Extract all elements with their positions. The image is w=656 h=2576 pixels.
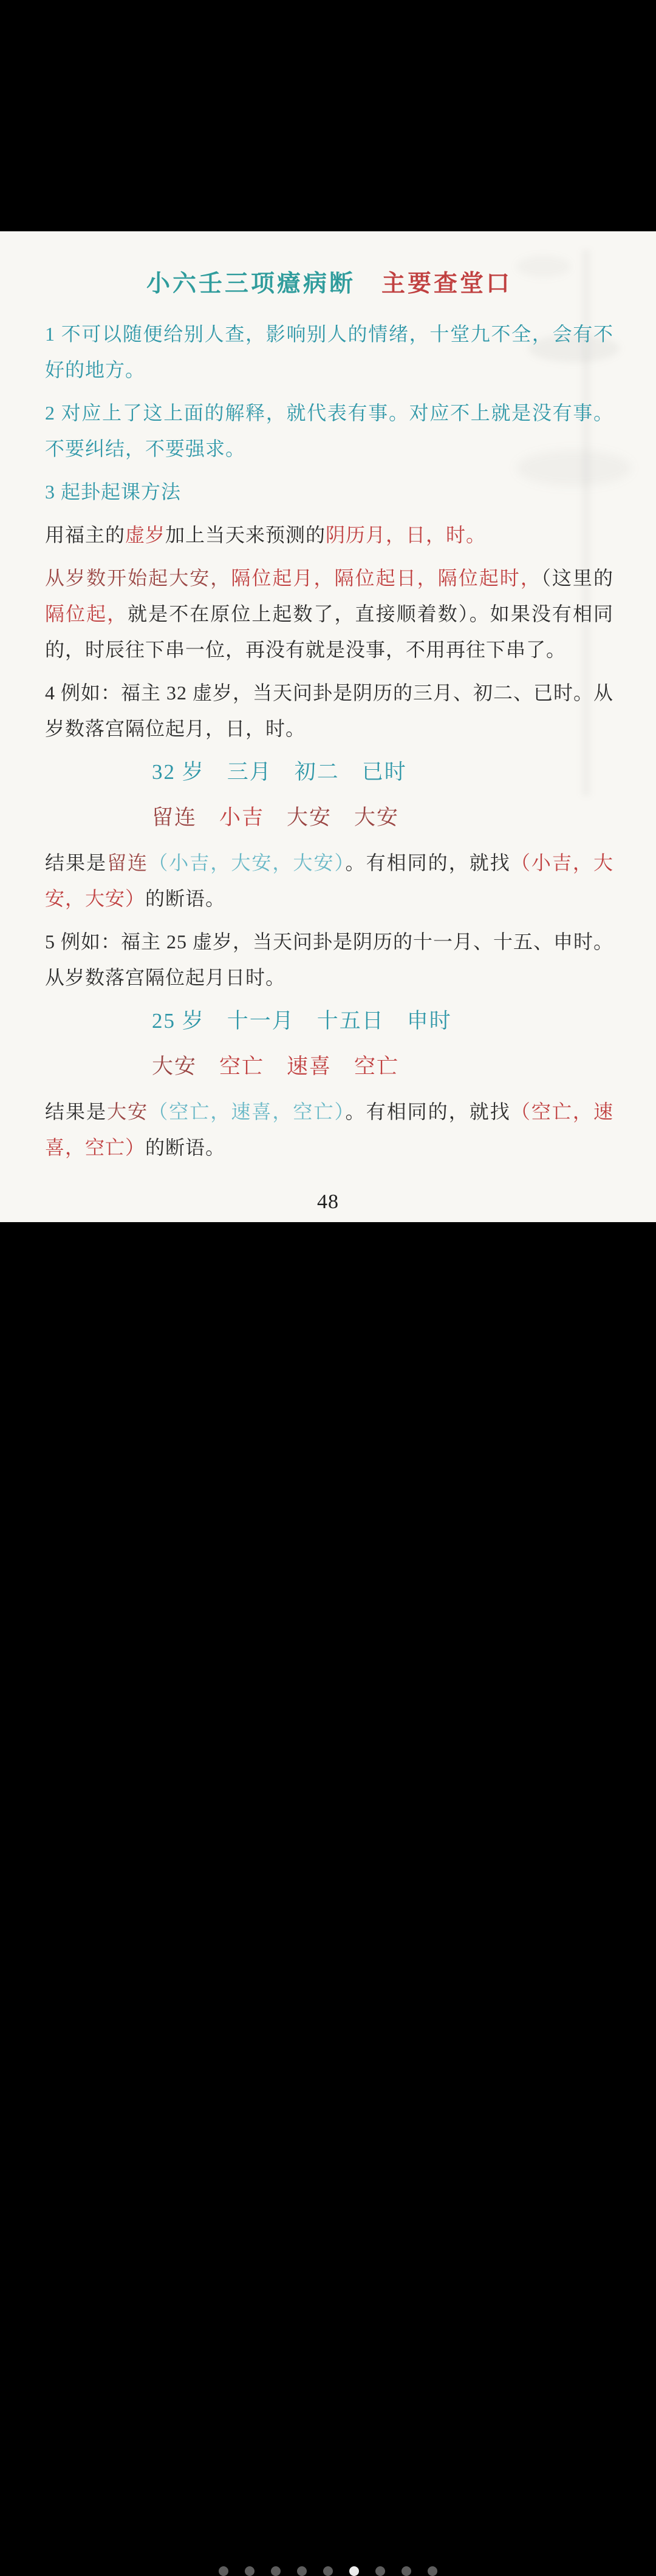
example-5-text <box>45 924 613 996</box>
text-segment: 空亡 速喜 空亡 <box>219 1055 400 1078</box>
text-segment: 的断语。 <box>145 888 226 909</box>
text-segment: 结果是 <box>45 852 108 874</box>
pager-dot[interactable] <box>401 2566 411 2576</box>
text-segment: （小吉，大安，大安） <box>148 852 346 874</box>
page-number: 48 <box>317 1191 339 1213</box>
text-segment: 就是不在原位上起数了，直接顺着数）。如果没有相同的，时辰往下串一位，再没有就是没事，不用再往下串了。 <box>45 603 613 661</box>
text-segment: 隔位起月，隔位起日，隔位起时， <box>231 567 541 589</box>
rule-line <box>45 560 613 668</box>
text-segment: 留连 <box>107 852 149 874</box>
text-segment: 大安 大安 <box>287 806 400 829</box>
text-segment: 结果是 <box>45 1101 108 1123</box>
note-2 <box>45 395 613 467</box>
document-body <box>45 265 613 1180</box>
text-segment: 32 岁 三月 初二 已时 <box>152 760 407 784</box>
pager-dot[interactable] <box>297 2566 307 2576</box>
viewer-image-page[interactable] <box>0 231 656 1222</box>
text-segment: 2 对应上了这上面的解释，就代表有事。对应不上就是没有事。不要纠结，不要强求。 <box>45 402 613 460</box>
text-segment: 1 不可以随便给别人查，影响别人的情绪，十堂九不全，会有不好的地方。 <box>45 323 613 381</box>
method-heading <box>45 474 613 510</box>
bottom-black-bar <box>0 1222 656 1457</box>
pager-dot[interactable] <box>219 2566 228 2576</box>
text-segment: 隔位起， <box>45 603 128 625</box>
text-segment: （小吉，大安，大安） <box>45 852 613 909</box>
text-segment: 阴历月，日，时。 <box>326 524 487 546</box>
text-segment: 3 起卦起课方法 <box>45 481 182 503</box>
text-segment: 小吉 <box>219 806 287 829</box>
example-4-conclusion <box>45 845 613 917</box>
pager-dot-active[interactable] <box>349 2566 359 2576</box>
text-segment: 留连 <box>152 806 220 829</box>
text-segment: 大安 <box>152 1055 220 1078</box>
text-segment: （这里的 <box>541 567 613 589</box>
top-black-bar <box>0 0 656 231</box>
text-segment: 的断语。 <box>145 1137 226 1158</box>
text-segment: （空亡，速喜，空亡） <box>148 1101 346 1123</box>
text-segment: 加上当天来预测的 <box>165 524 326 546</box>
text-segment: 虚岁 <box>125 524 166 546</box>
pager-dot[interactable] <box>375 2566 385 2576</box>
pager-dots <box>0 2566 656 2576</box>
text-segment: 从岁数开始起大安， <box>45 567 231 589</box>
example-5-palaces <box>45 1048 613 1084</box>
text-segment: 。有相同的，就找 <box>345 1101 511 1123</box>
example-4-palaces <box>45 800 613 835</box>
pager-dot[interactable] <box>245 2566 255 2576</box>
example-4-values <box>45 754 613 790</box>
example-5-conclusion <box>45 1094 613 1166</box>
text-segment: 主要查堂口 <box>381 271 513 297</box>
text-segment: 4 例如：福主 32 虚岁，当天问卦是阴历的三月、初二、已时。从岁数落宫隔位起月，日，时。 <box>45 682 614 739</box>
pager-dot[interactable] <box>271 2566 281 2576</box>
example-5-values <box>45 1003 613 1039</box>
text-segment: （空亡，速喜，空亡） <box>45 1101 613 1158</box>
text-segment: 5 例如：福主 25 虚岁，当天问卦是阴历的十一月、十五、申时。从岁数落宫隔位起月日时。 <box>45 931 614 988</box>
pager-dot[interactable] <box>428 2566 437 2576</box>
example-4-text <box>45 675 613 747</box>
text-segment: 25 岁 十一月 十五日 申时 <box>152 1009 452 1033</box>
text-segment: 小六壬三项癔病断 <box>146 271 381 297</box>
note-1 <box>45 316 613 388</box>
method-line <box>45 517 613 553</box>
doc-title <box>45 265 613 303</box>
text-segment: 。有相同的，就找 <box>345 852 511 874</box>
text-segment: 用福主的 <box>45 524 126 546</box>
text-segment: 大安 <box>107 1101 149 1123</box>
pager-dot[interactable] <box>323 2566 333 2576</box>
